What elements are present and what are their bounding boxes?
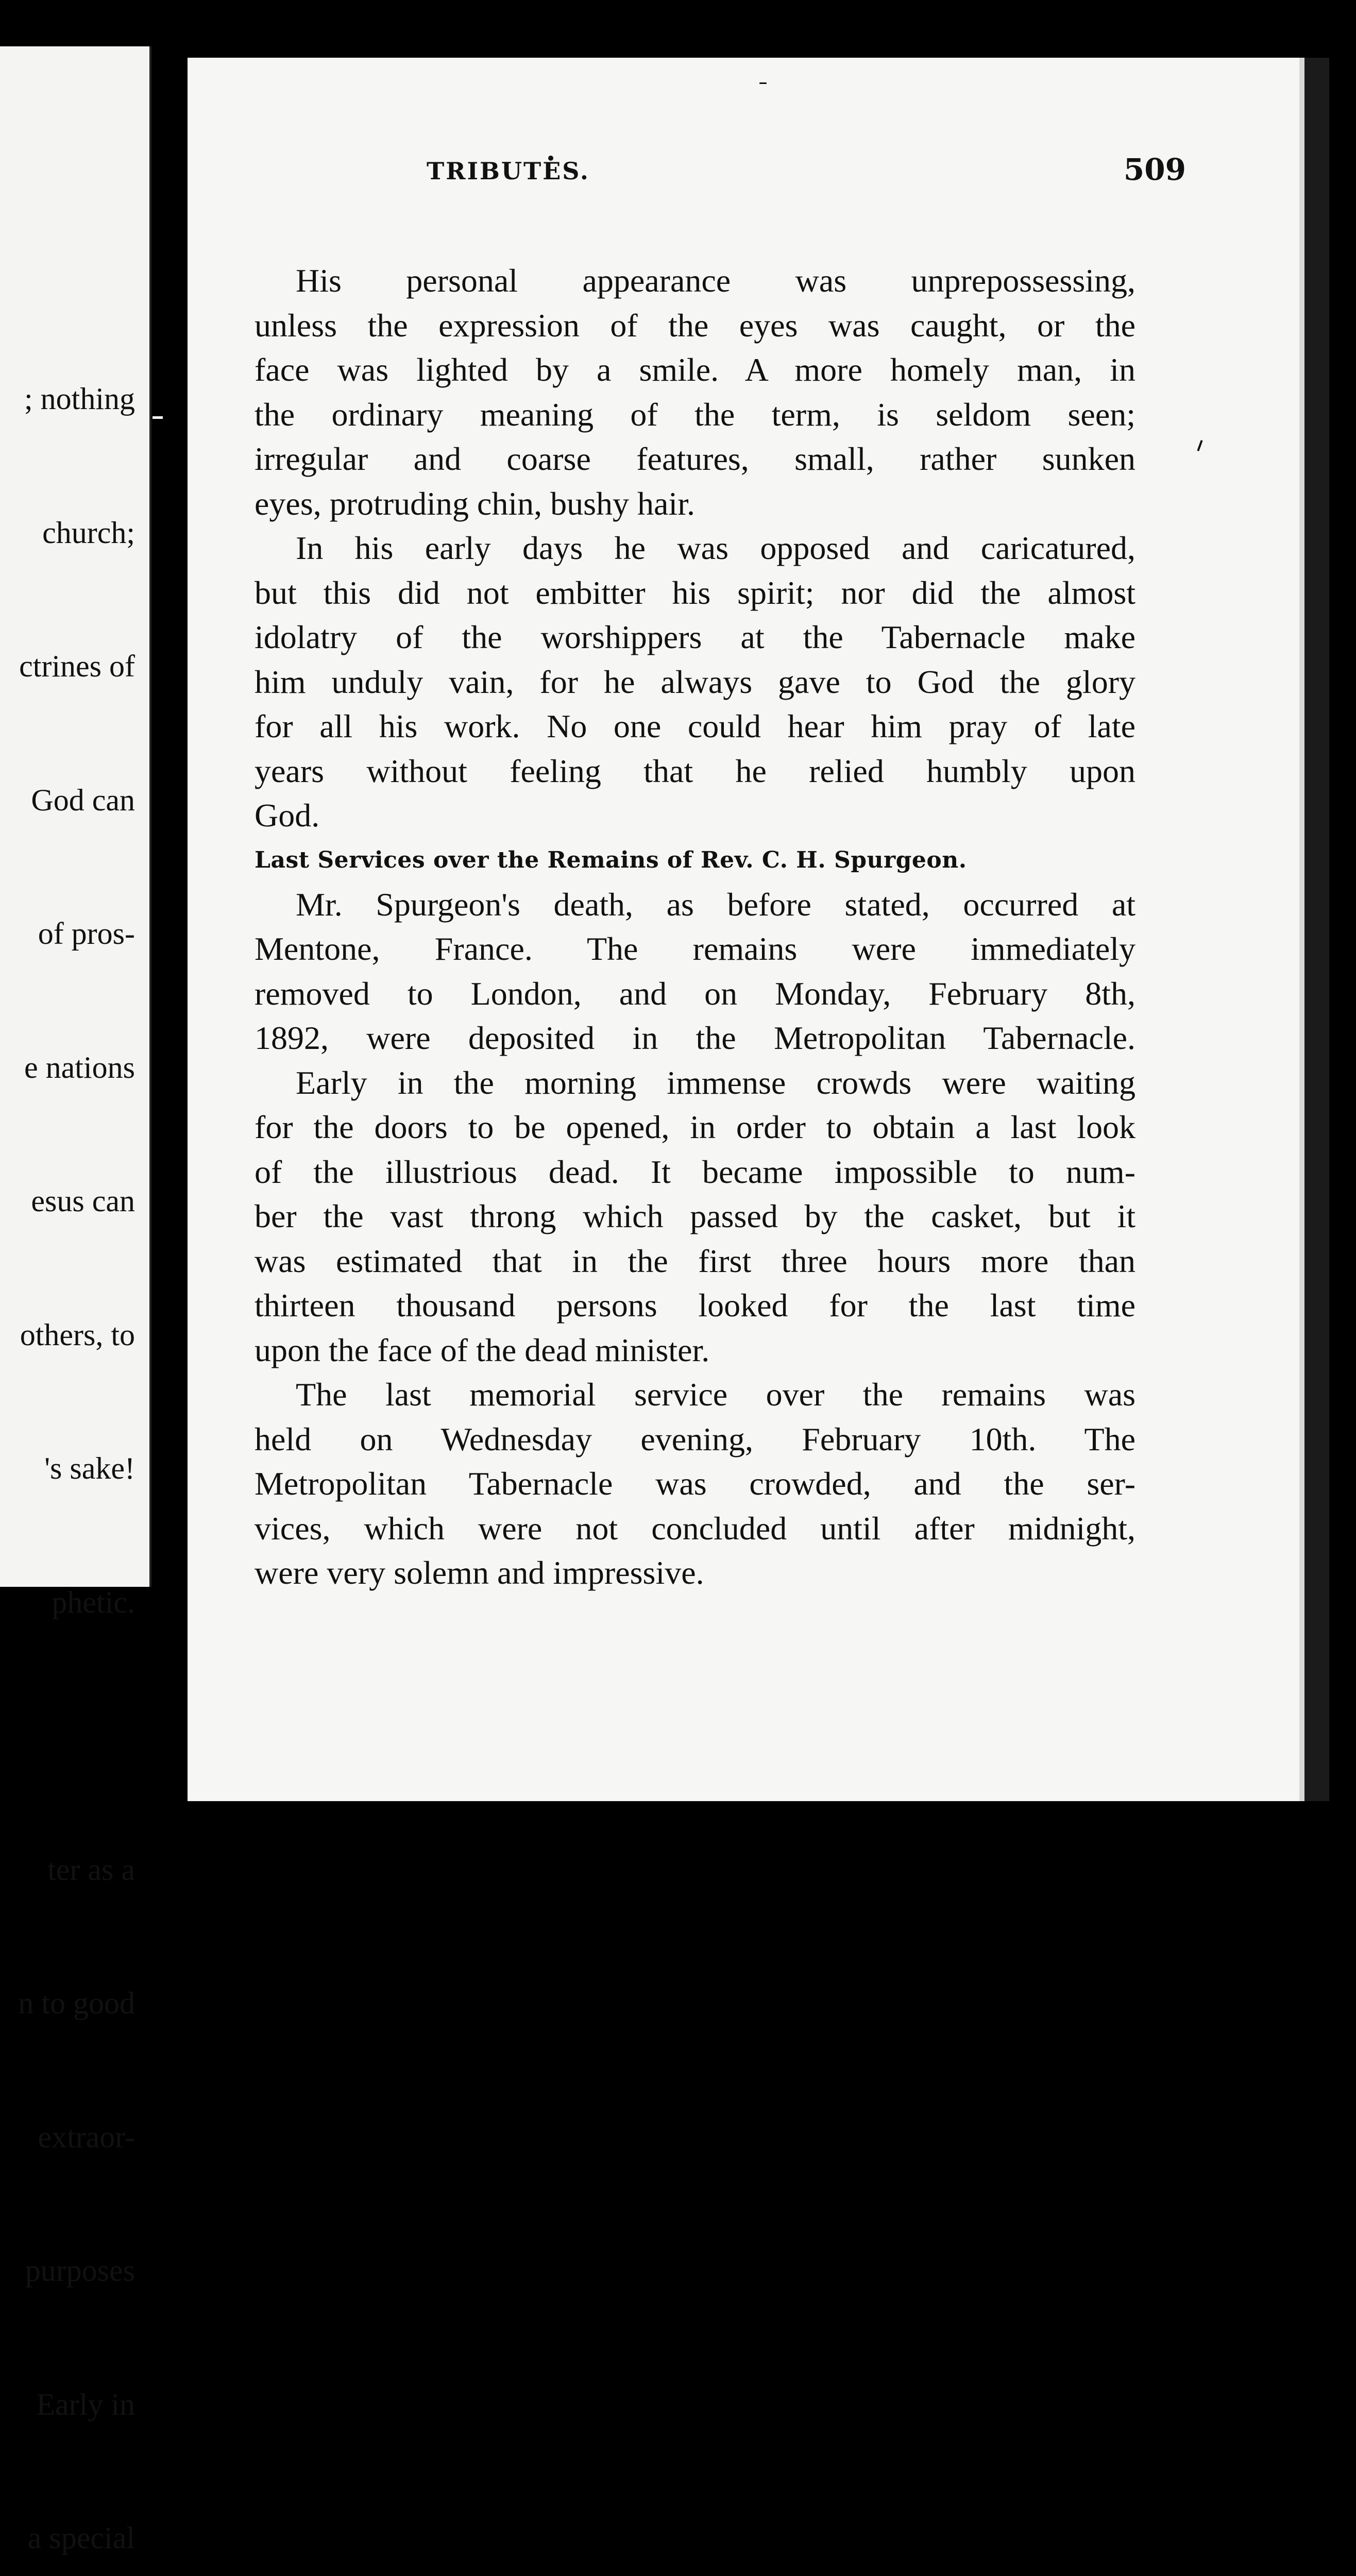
text-line: Early in the morning immense crowds were waiting: [296, 1064, 1135, 1101]
running-head: [237, 152, 1186, 193]
left-line: ctrines of: [19, 649, 135, 683]
text-line: of the illustrious dead. It became impossible to num-: [255, 1153, 1135, 1190]
left-line: church;: [42, 515, 135, 550]
text-line: him unduly vain, for he always gave to God the glory: [255, 663, 1135, 700]
paragraph: [255, 259, 1135, 526]
text-line: vices, which were not concluded until after midnight,: [255, 1510, 1135, 1547]
text-line: eyes, protruding chin, bushy hair.: [255, 485, 695, 522]
left-line: e nations: [24, 1050, 135, 1084]
left-page-text: [18, 287, 135, 2576]
left-line: ter as a: [47, 1852, 135, 1887]
text-line: the ordinary meaning of the term, is seldom seen;: [255, 396, 1135, 433]
text-line: Mr. Spurgeon's death, as before stated, occurred at: [296, 886, 1135, 923]
text-line: His personal appearance was unprepossessing,: [296, 262, 1135, 299]
left-line: extraor-: [38, 2120, 135, 2154]
text-line: thirteen thousand persons looked for the last time: [255, 1287, 1135, 1324]
paragraph: [255, 883, 1135, 1061]
text-line: unless the expression of the eyes was caught, or the: [255, 307, 1135, 344]
text-line: upon the face of the dead minister.: [255, 1331, 710, 1368]
text-line: was estimated that in the first three hours more than: [255, 1242, 1135, 1279]
text-line: irregular and coarse features, small, rather sunken: [255, 440, 1135, 477]
left-line: others, to: [20, 1317, 135, 1352]
page-edge: [1299, 58, 1304, 1801]
left-line: ; nothing: [24, 382, 135, 416]
text-line: for all his work. No one could hear him pray of late: [255, 708, 1135, 744]
text-line: were very solemn and impressive.: [255, 1554, 704, 1591]
page-body: [255, 259, 1135, 1596]
left-page-fragment: [0, 46, 151, 2555]
text-line: but this did not embitter his spirit; nor did the almost: [255, 574, 1135, 611]
text-line: held on Wednesday evening, February 10th. The: [255, 1420, 1135, 1458]
paragraph: [255, 526, 1135, 838]
gutter-mark: [152, 416, 163, 419]
text-line: for the doors to be opened, in order to obtain a last look: [255, 1109, 1135, 1145]
print-speck: [1197, 440, 1202, 451]
page-number: 509: [1123, 152, 1186, 187]
text-line: Metropolitan Tabernacle was crowded, and the ser-: [255, 1465, 1135, 1502]
left-line: of pros-: [38, 917, 135, 951]
text-line: 1892, were deposited in the Metropolitan Tabernacle.: [255, 1020, 1135, 1056]
paragraph: [255, 1372, 1135, 1596]
left-line: God can: [31, 783, 135, 817]
left-line: [18, 1714, 135, 1758]
paragraph: [255, 1061, 1135, 1373]
left-line: Early in: [36, 2387, 135, 2421]
right-page: [188, 58, 1309, 1801]
text-line: face was lighted by a smile. A more homely man, in: [255, 351, 1135, 388]
text-line: removed to London, and on Monday, February 8th,: [255, 975, 1135, 1012]
text-line: The last memorial service over the remains was: [296, 1376, 1135, 1413]
left-line: esus can: [31, 1184, 135, 1218]
print-speck: [759, 82, 767, 84]
text-line: God.: [255, 797, 320, 834]
left-line: n to good: [18, 1986, 135, 2020]
text-line: years without feeling that he relied humbly upon: [255, 752, 1135, 789]
left-line: purposes: [25, 2253, 135, 2287]
page-edge-shadow: [1304, 58, 1329, 1801]
text-line: In his early days he was opposed and caricatured,: [296, 530, 1135, 566]
left-line: phetic.: [52, 1585, 135, 1619]
text-line: ber the vast throng which passed by the casket, but it: [255, 1198, 1135, 1234]
section-heading: Last Services over the Remains of Rev. C. H. Spurgeon.: [255, 846, 967, 873]
text-line: idolatry of the worshippers at the Tabernacle make: [255, 619, 1135, 655]
left-line: 's sake!: [44, 1451, 135, 1485]
text-line: Mentone, France. The remains were immediately: [255, 930, 1135, 967]
left-line: a special: [27, 2521, 135, 2555]
running-title: TRIBUTES.: [427, 157, 590, 185]
